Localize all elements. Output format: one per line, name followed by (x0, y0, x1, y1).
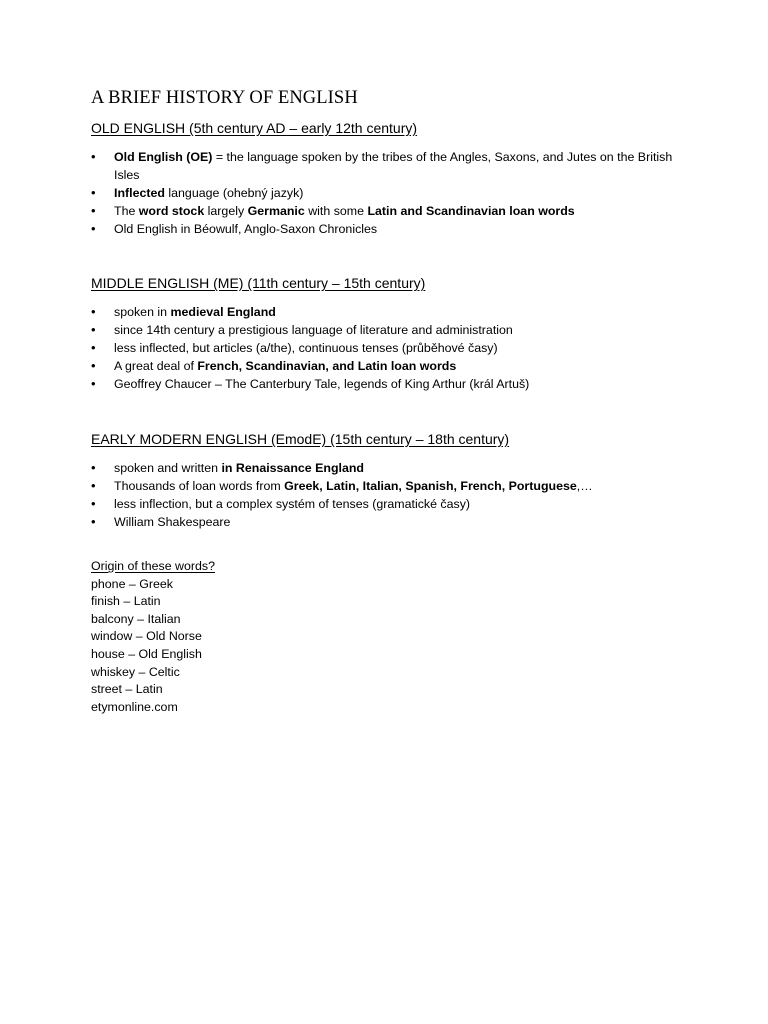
bold-text: word stock (138, 204, 205, 218)
text-run: = the language spoken by the tribes of the Angles, Saxons, and Jutes on the British Isles (114, 150, 673, 182)
bullet-list-early-modern-english (91, 459, 691, 531)
bold-text: French, Scandinavian, and Latin loan words (197, 359, 457, 373)
word-origin-line: etymonline.com (91, 699, 178, 714)
text-run: less inflection, but a complex systém of tenses (gramatické časy) (114, 497, 471, 511)
text-run: William Shakespeare (114, 515, 231, 529)
word-origin-list (91, 576, 691, 717)
bold-text: medieval England (170, 305, 276, 319)
text-run: Geoffrey Chaucer – The Canterbury Tale, legends of King Arthur (král Artuš) (114, 377, 530, 391)
list-item (91, 477, 691, 495)
list-item (91, 339, 691, 357)
text-run: Old English in Béowulf, Anglo-Saxon Chronicles (114, 222, 378, 236)
text-run: largely (204, 204, 248, 218)
bold-text: Greek, Latin, Italian, Spanish, French, Portuguese (284, 479, 577, 493)
word-origin-line: street – Latin (91, 682, 163, 697)
bold-text: Latin and Scandinavian loan words (367, 204, 575, 218)
list-item (91, 148, 691, 184)
bold-text: in Renaissance England (221, 461, 364, 475)
word-origin-line: phone – Greek (91, 576, 173, 591)
text-run: A great deal of (114, 359, 198, 373)
list-item (91, 303, 691, 321)
word-origin-heading: Origin of these words? (91, 559, 215, 573)
list-item (91, 202, 691, 220)
text-run: with some (304, 204, 368, 218)
section-heading-early-modern-english: EARLY MODERN ENGLISH (EmodE) (15th century – 18th century) (91, 431, 510, 447)
bold-text: Inflected (114, 186, 165, 200)
text-run: ,… (576, 479, 593, 493)
word-origin-block (91, 558, 691, 716)
bold-text: Old English (OE) (114, 150, 213, 164)
word-origin-line: window – Old Norse (91, 629, 202, 644)
text-run: spoken in (114, 305, 171, 319)
list-item (91, 184, 691, 202)
text-run: Thousands of loan words from (114, 479, 285, 493)
word-origin-line: balcony – Italian (91, 611, 181, 626)
text-run: since 14th century a prestigious language of literature and administration (114, 323, 513, 337)
text-run: spoken and written (114, 461, 222, 475)
text-run: language (ohebný jazyk) (164, 186, 304, 200)
bullet-list-middle-english (91, 303, 691, 393)
text-run: The (114, 204, 139, 218)
list-item (91, 357, 691, 375)
bullet-list-old-english (91, 148, 691, 238)
list-item (91, 321, 691, 339)
document-page (91, 86, 691, 716)
list-item (91, 513, 691, 531)
list-item (91, 495, 691, 513)
bold-text: Germanic (247, 204, 305, 218)
word-origin-line: finish – Latin (91, 594, 161, 609)
section-heading-middle-english: MIDDLE ENGLISH (ME) (11th century – 15th century) (91, 275, 426, 291)
word-origin-line: house – Old English (91, 646, 202, 661)
list-item (91, 220, 691, 238)
list-item (91, 459, 691, 477)
document-title: A BRIEF HISTORY OF ENGLISH (91, 88, 358, 108)
text-run: less inflected, but articles (a/the), continuous tenses (průběhové časy) (114, 341, 498, 355)
section-heading-old-english: OLD ENGLISH (5th century AD – early 12th century) (91, 120, 418, 136)
word-origin-line: whiskey – Celtic (91, 664, 180, 679)
list-item (91, 375, 691, 393)
